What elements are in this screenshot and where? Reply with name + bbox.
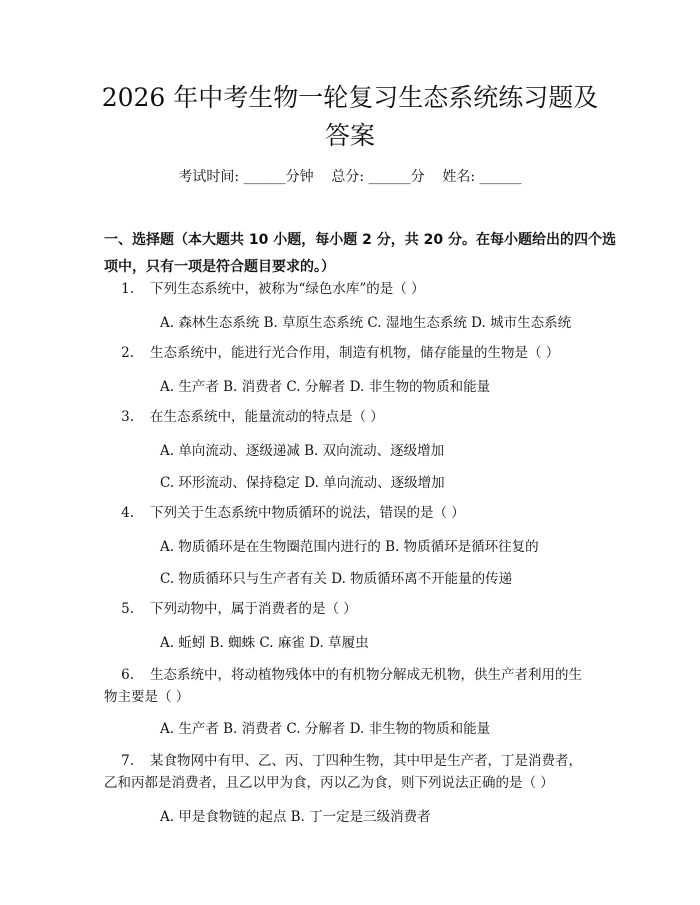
question-stem: 下列关于生态系统中物质循环的说法，错误的是（ ）: [150, 505, 465, 521]
question-number: 3.: [121, 409, 134, 425]
question-stem-line-1: 生态系统中，将动植物残体中的有机物分解成无机物，供生产者利用的生: [150, 667, 582, 683]
exam-meta-info: 考试时间: ______分钟 总分: ______分 姓名: ______: [178, 169, 522, 185]
question-2: [104, 340, 624, 367]
question-6-options: A. 生产者 B. 消费者 C. 分解者 D. 非生物的物质和能量: [160, 721, 491, 737]
question-2-options: A. 生产者 B. 消费者 C. 分解者 D. 非生物的物质和能量: [160, 379, 491, 395]
question-1: [104, 276, 624, 303]
question-7-options: A. 甲是食物链的起点 B. 丁一定是三级消费者: [160, 809, 431, 825]
question-4: [104, 500, 624, 527]
question-6-continued: 物主要是（ ）: [104, 689, 190, 705]
question-stem: 下列生态系统中，被称为“绿色水库”的是（ ）: [150, 281, 425, 297]
question-number: 4.: [121, 505, 134, 521]
question-3-options-line-1: A. 单向流动、逐级递减 B. 双向流动、逐级增加: [160, 443, 445, 459]
question-3: [104, 404, 624, 431]
section-heading-line-2: 项中，只有一项是符合题目要求的。）: [104, 259, 335, 275]
question-number: 6.: [121, 667, 134, 683]
page-title-line-2: 答案: [324, 121, 375, 150]
question-number: 5.: [121, 601, 134, 617]
page-title-line-1: 2026 年中考生物一轮复习生态系统练习题及: [101, 83, 599, 112]
question-stem: 在生态系统中，能量流动的特点是（ ）: [150, 409, 384, 425]
question-3-options-line-2: C. 环形流动、保持稳定 D. 单向流动、逐级增加: [160, 475, 445, 491]
question-5: [104, 596, 624, 623]
question-stem: 生态系统中，能进行光合作用，制造有机物，储存能量的生物是（ ）: [150, 345, 560, 361]
question-number: 1.: [121, 281, 134, 297]
section-heading-line-1: 一、选择题（本大题共 10 小题，每小题 2 分，共 20 分。在每小题给出的四个选: [104, 232, 616, 248]
question-5-options: A. 蚯蚓 B. 蜘蛛 C. 麻雀 D. 草履虫: [160, 635, 369, 651]
question-4-options-line-2: C. 物质循环只与生产者有关 D. 物质循环离不开能量的传递: [160, 571, 513, 587]
question-stem-line-1: 某食物网中有甲、乙、丙、丁四种生物，其中甲是生产者，丁是消费者，: [150, 753, 582, 769]
question-1-options: A. 森林生态系统 B. 草原生态系统 C. 湿地生态系统 D. 城市生态系统: [160, 315, 572, 331]
question-7-continued: 乙和丙都是消费者，且乙以甲为食，丙以乙为食，则下列说法正确的是（ ）: [104, 775, 554, 791]
question-number: 7.: [121, 753, 134, 769]
question-number: 2.: [121, 345, 134, 361]
question-stem: 下列动物中，属于消费者的是（ ）: [150, 601, 357, 617]
question-4-options-line-1: A. 物质循环是在生物圈范围内进行的 B. 物质循环是循环往复的: [160, 539, 539, 555]
